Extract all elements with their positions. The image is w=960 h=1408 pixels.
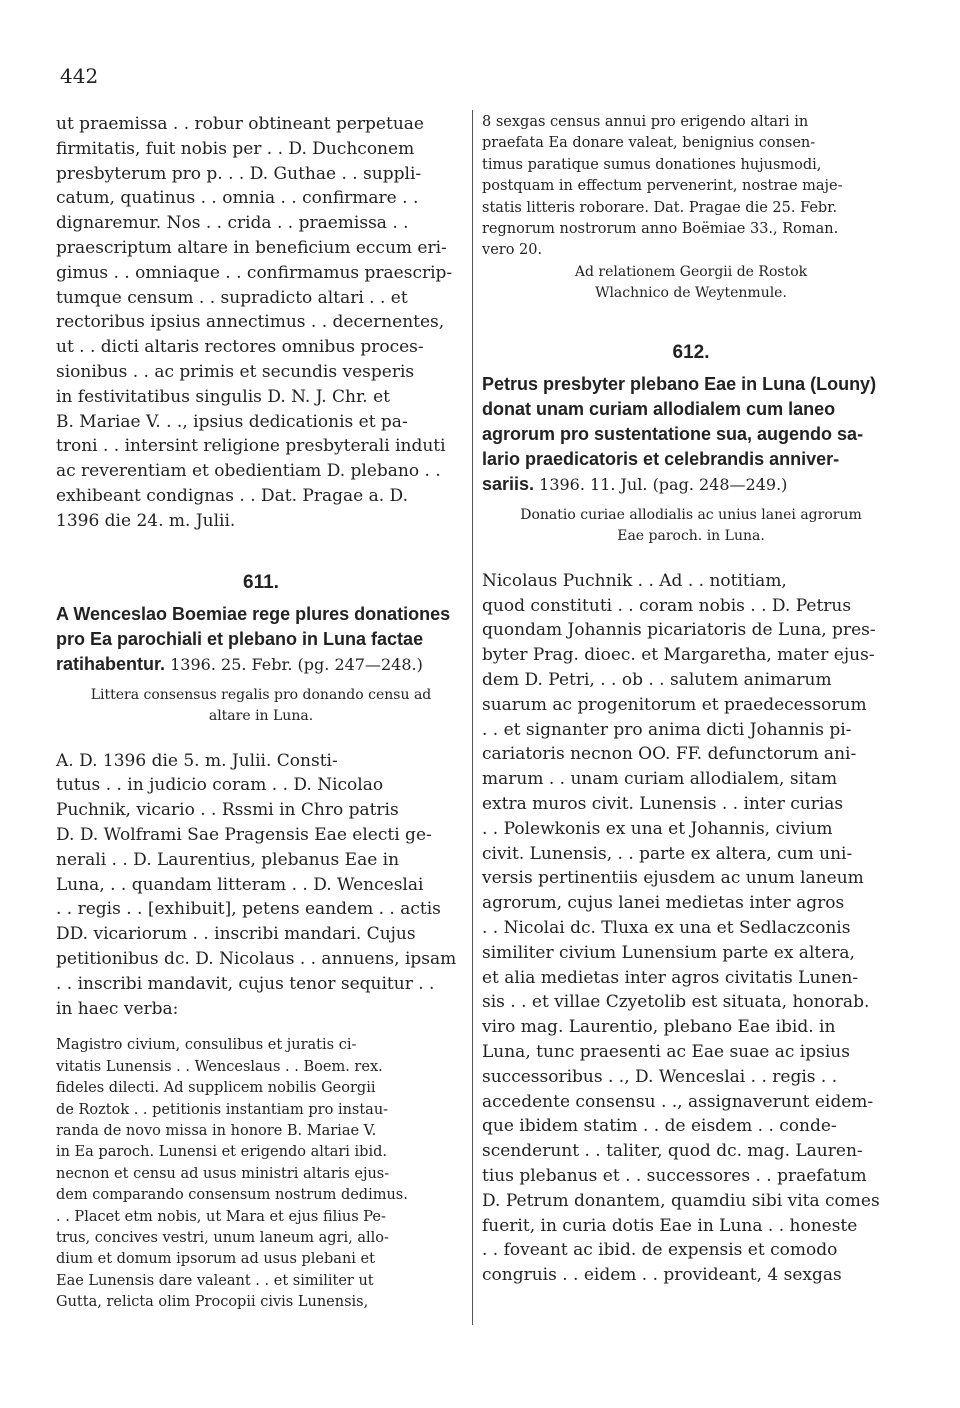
royal-letter-continuation: 8 sexgas census annui pro erigendo altari in praefata Ea donare valeat, benignius consen- timus paratique sumus donationes hujusmodi, postquam in effectum pervenerint, nostrae maje- statis litteris roborare. Dat. Pragae die 25. Febr. regnorum nostrorum anno Boëmiae 33., Roman. vero 20. bbox=[482, 114, 843, 259]
left-column bbox=[56, 112, 466, 1314]
document-612-heading-text: Petrus presbyter plebano Eae in Luna (Louny) donat unam curiam allodialem cum laneo agrorum pro sustentatione sua, augendo sa- lario praedicatoris et celebrandis anniver- sariis. bbox=[482, 373, 877, 494]
document-612-summary: Donatio curiae allodialis ac unius lanei agrorum Eae paroch. in Luna. bbox=[520, 506, 862, 544]
document-611-date-ref: 1396. 25. Febr. (pg. 247—248.) bbox=[165, 654, 423, 674]
document-611-continuation: ut praemissa . . robur obtineant perpetuae firmitatis, fuit nobis per . . D. Duchconem presbyterum pro p. . . D. Guthae . . suppli- catum, quatinus . . omnia . . confirmare . . dignaremur. Nos . . crida . . praemissa . . praescriptum altare in beneficium eccum eri- gimus . . omniaque . . confirmamus praescrip- tumque censum . . supradicto altari . . et rectoribus ipsius annectimus . . decernentes, ut . . dicti altaris rectores omnibus proces- sionibus . . ac primis et secundis vesperis in festivitatibus singulis D. N. J. Chr. et B. Mariae V. . ., ipsius dedicationis et pa- troni . . intersint religione presbyterali induti ac reverentiam et obedientiam D. plebano . . exhibeant condignas . . Dat. Pragae a. D. 1396 die 24. m. Julii. bbox=[56, 114, 453, 531]
document-612-date-ref: 1396. 11. Jul. (pag. 248—249.) bbox=[534, 474, 788, 494]
document-611-royal-letter: Magistro civium, consulibus et juratis ci- vitatis Lunensis . . Wenceslaus . . Boem. rex. fideles dilecti. Ad supplicem nobilis Georgii de Roztok . . petitionis instantiam pro instau- randa de novo missa in honore B. Mariae V. in Ea paroch. Lunensi et erigendo altari ibid. necnon et censu ad usus ministri altaris ejus- dem comparando consensum nostrum dedimus. . . Placet etm nobis, ut Mara et ejus filius Pe- trus, concives vestri, unum laneum agri, allo- dium et domum ipsorum ad usus plebani et Eae Lunensis dare valeant . . et similiter ut Gutta, relicta olim Procopii civis Lunensis, bbox=[56, 1037, 408, 1311]
document-611-summary: Littera consensus regalis pro donando censu ad altare in Luna. bbox=[90, 686, 432, 724]
royal-letter-relation-note: Ad relationem Georgii de Rostok Wlachnico de Weytenmule. bbox=[574, 263, 808, 301]
right-column bbox=[482, 112, 900, 1288]
column-divider bbox=[472, 110, 473, 1325]
document-611-heading-text: A Wenceslao Boemiae rege plures donationes pro Ea parochiali et plebano in Luna factae ratihabentur. bbox=[56, 603, 451, 674]
document-611-heading bbox=[56, 602, 466, 677]
document-number-611: 611. bbox=[243, 571, 279, 593]
document-612-body: Nicolaus Puchnik . . Ad . . notitiam, quod constituti . . coram nobis . . D. Petrus quondam Johannis picariatoris de Luna, pres- byter Prag. dioec. et Margaretha, mater ejus- dem D. Petri, . . ob . . salutem animarum suarum ac progenitorum et praedecessorum . . et signanter pro anima dicti Johannis pi- cariatoris necnon OO. FF. defunctorum ani- marum . . unam curiam allodialem, sitam extra muros civit. Lunensis . . inter curias . . Polewkonis ex una et Johannis, civium civit. Lunensis, . . parte ex altera, cum uni- versis pertinentiis ejusdem ac unum laneum agrorum, cujus lanei medietas inter agros . . Nicolai dc. Tluxa ex una et Sedlaczconis similiter civium Lunensium parte ex altera, et alia medietas inter agros civitatis Lunen- sis . . et villae Czyetolib est situata, honorab. viro mag. Laurentio, plebano Eae ibid. in Luna, tunc praesenti ac Eae suae ac ipsius successoribus . ., D. Wenceslai . . regis . . accedente consensu . ., assignaverunt eidem- que ibidem statim . . de eisdem . . conde- scenderunt . . taliter, quod dc. mag. Lauren- tius plebanus et . . successores . . praefatum D. Petrum donantem, quamdiu sibi vita comes fuerit, in curia dotis Eae in Luna . . honeste . . foveant ac ibid. de expensis et comodo congruis . . eidem . . provideant, 4 sexgas bbox=[482, 570, 880, 1286]
page-number: 442 bbox=[60, 64, 99, 88]
document-612-heading bbox=[482, 372, 900, 497]
document-611-body: A. D. 1396 die 5. m. Julii. Consti- tutus . . in judicio coram . . D. Nicolao Puchnik, vicario . . Rssmi in Chro patris D. D. Wolframi Sae Pragensis Eae electi ge- nerali . . D. Laurentius, plebanus Eae in Luna, . . quandam litteram . . D. Wenceslai . . regis . . [exhibuit], petens eandem . . actis DD. vicariorum . . inscribi mandari. Cujus petitionibus dc. D. Nicolaus . . annuens, ipsam . . inscribi mandavit, cujus tenor sequitur . . in haec verba: bbox=[56, 750, 457, 1019]
document-number-612: 612. bbox=[672, 341, 710, 363]
